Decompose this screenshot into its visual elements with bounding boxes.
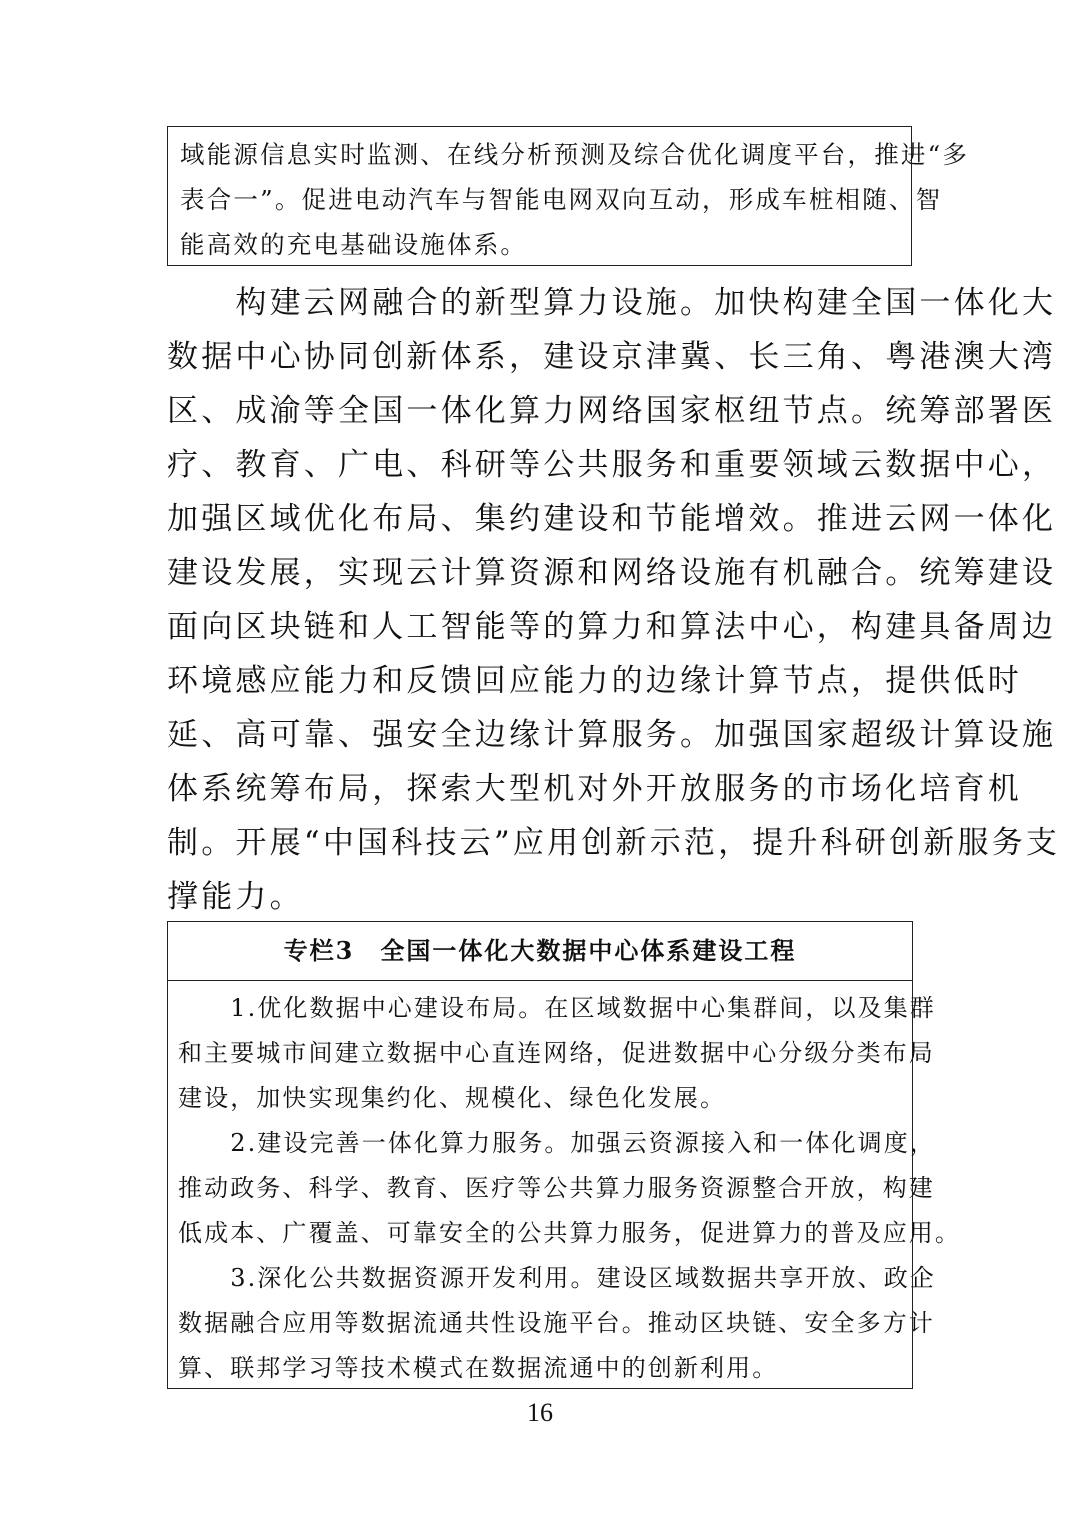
top-box-line: 表合一”。促进电动汽车与智能电网双向互动，形成车桩相随、智: [180, 185, 943, 214]
column-line: 建设，加快实现集约化、规模化、绿色化发展。: [178, 1084, 727, 1112]
paragraph-line: 环境感应能力和反馈回应能力的边缘计算节点，提供低时: [167, 663, 1022, 699]
paragraph-line: 制。开展“中国科技云”应用创新示范，提升科研创新服务支: [167, 825, 1061, 861]
paragraph-line: 加强区域优化布局、集约建设和节能增效。推进云网一体化: [167, 501, 1057, 537]
paragraph-line: 建设发展，实现云计算资源和网络设施有机融合。统筹建设: [167, 555, 1057, 591]
column-box: [167, 921, 961, 1389]
top-box-line: 能高效的充电基础设施体系。: [180, 230, 528, 259]
column-line: 算、联邦学习等技术模式在数据流通中的创新利用。: [178, 1354, 779, 1382]
paragraph-line: 数据中心协同创新体系，建设京津冀、长三角、粤港澳大湾: [167, 339, 1057, 375]
column-line: 2.建设完善一体化算力服务。加强云资源接入和一体化调度，: [178, 1129, 936, 1157]
paragraph-line: 面向区块链和人工智能等的算力和算法中心，构建具备周边: [167, 609, 1057, 645]
column-line: 1.优化数据中心建设布局。在区域数据中心集群间，以及集群: [178, 994, 936, 1022]
paragraph-line: 区、成渝等全国一体化算力网络国家枢纽节点。统筹部署医: [167, 393, 1057, 429]
column-title: 专栏3 全国一体化大数据中心体系建设工程: [283, 936, 797, 965]
page-number: 16: [527, 1398, 553, 1427]
column-title-divider: [168, 980, 912, 981]
paragraph-line: 疗、教育、广电、科研等公共服务和重要领域云数据中心，: [167, 447, 1057, 483]
column-line: 推动政务、科学、教育、医疗等公共算力服务资源整合开放，构建: [178, 1174, 935, 1202]
paragraph-line: 体系统筹布局，探索大型机对外开放服务的市场化培育机: [167, 771, 1022, 807]
top-text-box: [167, 126, 970, 266]
column-line: 数据融合应用等数据流通共性设施平台。推动区块链、安全多方计: [178, 1309, 935, 1337]
paragraph-line: 撑能力。: [167, 879, 304, 915]
top-box-line: 域能源信息实时监测、在线分析预测及综合优化调度平台，推进“多: [180, 140, 970, 169]
column-line: 和主要城市间建立数据中心直连网络，促进数据中心分级分类布局: [178, 1039, 935, 1067]
column-line: 3.深化公共数据资源开发利用。建设区域数据共享开放、政企: [178, 1264, 936, 1292]
column-line: 低成本、广覆盖、可靠安全的公共算力服务，促进算力的普及应用。: [178, 1219, 961, 1247]
paragraph-line: 构建云网融合的新型算力设施。加快构建全国一体化大: [167, 285, 1057, 321]
paragraph-line: 延、高可靠、强安全边缘计算服务。加强国家超级计算设施: [167, 717, 1057, 753]
